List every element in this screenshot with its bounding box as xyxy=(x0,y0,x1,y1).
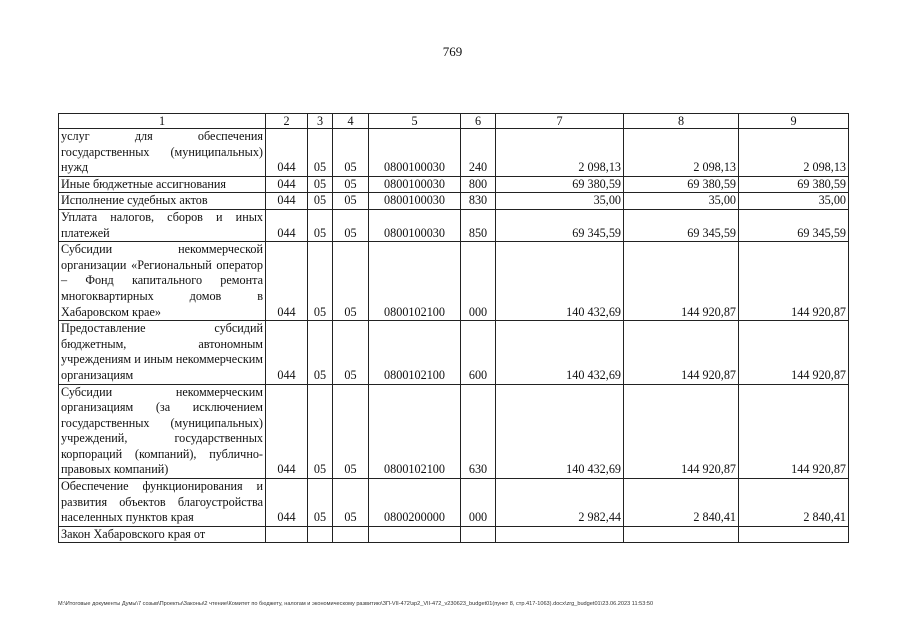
cell-section: 05 xyxy=(308,129,333,177)
cell-amount-9 xyxy=(739,526,849,543)
cell-amount-7: 2 982,44 xyxy=(496,479,624,527)
cell-amount-8: 2 098,13 xyxy=(624,129,739,177)
col-header-4: 4 xyxy=(333,114,369,129)
cell-amount-8: 69 345,59 xyxy=(624,209,739,241)
col-header-3: 3 xyxy=(308,114,333,129)
col-header-8: 8 xyxy=(624,114,739,129)
cell-subsection: 05 xyxy=(333,479,369,527)
cell-admin-code: 044 xyxy=(266,479,308,527)
cell-admin-code: 044 xyxy=(266,176,308,193)
cell-admin-code: 044 xyxy=(266,384,308,479)
row-name: Уплата налогов, сборов и иных платежей xyxy=(59,209,266,241)
table-row xyxy=(59,242,849,321)
cell-amount-9: 35,00 xyxy=(739,193,849,210)
cell-amount-9: 2 098,13 xyxy=(739,129,849,177)
cell-target-article: 0800200000 xyxy=(369,479,461,527)
cell-expense-type: 850 xyxy=(461,209,496,241)
cell-amount-9: 69 345,59 xyxy=(739,209,849,241)
cell-target-article: 0800100030 xyxy=(369,193,461,210)
cell-section: 05 xyxy=(308,479,333,527)
table-row xyxy=(59,384,849,479)
cell-target-article: 0800102100 xyxy=(369,321,461,384)
document-path-footer: M:\Итоговые документы Думы\7 созыв\Проекты\Законы\2 чтение\Комитет по бюджету, налогам и экономическому развитию\ЗП-VII-472\зр2_VII-472_v230623_budget01(пункт 8, стр.417-1063).docx\zrg_budget01\23.06.2023 11:53:50 xyxy=(58,601,654,607)
cell-target-article: 0800100030 xyxy=(369,209,461,241)
cell-expense-type xyxy=(461,526,496,543)
cell-section: 05 xyxy=(308,242,333,321)
cell-amount-8 xyxy=(624,526,739,543)
cell-subsection xyxy=(333,526,369,543)
col-header-1: 1 xyxy=(59,114,266,129)
row-name: Закон Хабаровского края от xyxy=(59,526,266,543)
cell-section: 05 xyxy=(308,209,333,241)
cell-expense-type: 000 xyxy=(461,242,496,321)
cell-section: 05 xyxy=(308,384,333,479)
page-number: 769 xyxy=(442,44,463,59)
cell-section: 05 xyxy=(308,193,333,210)
cell-amount-8: 35,00 xyxy=(624,193,739,210)
cell-amount-9: 2 840,41 xyxy=(739,479,849,527)
cell-amount-8: 69 380,59 xyxy=(624,176,739,193)
cell-amount-9: 69 380,59 xyxy=(739,176,849,193)
cell-section: 05 xyxy=(308,321,333,384)
table-row xyxy=(59,526,849,543)
table-row xyxy=(59,209,849,241)
cell-amount-8: 144 920,87 xyxy=(624,242,739,321)
cell-amount-7: 140 432,69 xyxy=(496,384,624,479)
cell-admin-code: 044 xyxy=(266,209,308,241)
cell-amount-8: 2 840,41 xyxy=(624,479,739,527)
table-row xyxy=(59,129,849,177)
cell-section: 05 xyxy=(308,176,333,193)
cell-amount-7: 2 098,13 xyxy=(496,129,624,177)
cell-expense-type: 240 xyxy=(461,129,496,177)
cell-subsection: 05 xyxy=(333,384,369,479)
cell-subsection: 05 xyxy=(333,242,369,321)
cell-target-article: 0800102100 xyxy=(369,384,461,479)
cell-admin-code: 044 xyxy=(266,321,308,384)
cell-target-article: 0800100030 xyxy=(369,176,461,193)
cell-subsection: 05 xyxy=(333,129,369,177)
row-name: услуг для обеспечения государственных (муниципальных) нужд xyxy=(59,129,266,177)
cell-subsection: 05 xyxy=(333,193,369,210)
col-header-2: 2 xyxy=(266,114,308,129)
cell-target-article: 0800100030 xyxy=(369,129,461,177)
cell-subsection: 05 xyxy=(333,209,369,241)
col-header-9: 9 xyxy=(739,114,849,129)
cell-amount-7 xyxy=(496,526,624,543)
cell-admin-code: 044 xyxy=(266,242,308,321)
row-name: Обеспечение функционирования и развития объектов благоустройства населенных пунктов края xyxy=(59,479,266,527)
table-row xyxy=(59,176,849,193)
row-name: Субсидии некоммерческим организациям (за исключением государственных (муниципальных) учреждений, государственных корпораций (компаний), публично-правовых компаний) xyxy=(59,384,266,479)
cell-amount-8: 144 920,87 xyxy=(624,384,739,479)
row-name: Иные бюджетные ассигнования xyxy=(59,176,266,193)
cell-admin-code: 044 xyxy=(266,129,308,177)
cell-expense-type: 800 xyxy=(461,176,496,193)
row-name: Предоставление субсидий бюджетным, автономным учреждениям и иным некоммерческим организациям xyxy=(59,321,266,384)
cell-amount-9: 144 920,87 xyxy=(739,384,849,479)
cell-expense-type: 630 xyxy=(461,384,496,479)
cell-subsection: 05 xyxy=(333,176,369,193)
cell-amount-7: 140 432,69 xyxy=(496,242,624,321)
cell-admin-code: 044 xyxy=(266,193,308,210)
header-row xyxy=(59,114,849,129)
cell-amount-9: 144 920,87 xyxy=(739,321,849,384)
cell-subsection: 05 xyxy=(333,321,369,384)
table-row xyxy=(59,479,849,527)
cell-amount-7: 69 345,59 xyxy=(496,209,624,241)
cell-expense-type: 830 xyxy=(461,193,496,210)
row-name: Субсидии некоммерческой организации «Региональный оператор – Фонд капитального ремонта многоквартирных домов в Хабаровском крае» xyxy=(59,242,266,321)
cell-amount-7: 69 380,59 xyxy=(496,176,624,193)
cell-section xyxy=(308,526,333,543)
cell-target-article: 0800102100 xyxy=(369,242,461,321)
table-row xyxy=(59,321,849,384)
cell-amount-7: 140 432,69 xyxy=(496,321,624,384)
budget-table xyxy=(58,113,849,543)
table-row xyxy=(59,193,849,210)
row-name: Исполнение судебных актов xyxy=(59,193,266,210)
cell-target-article xyxy=(369,526,461,543)
cell-expense-type: 000 xyxy=(461,479,496,527)
cell-amount-8: 144 920,87 xyxy=(624,321,739,384)
cell-amount-9: 144 920,87 xyxy=(739,242,849,321)
col-header-6: 6 xyxy=(461,114,496,129)
cell-admin-code xyxy=(266,526,308,543)
col-header-5: 5 xyxy=(369,114,461,129)
cell-amount-7: 35,00 xyxy=(496,193,624,210)
col-header-7: 7 xyxy=(496,114,624,129)
cell-expense-type: 600 xyxy=(461,321,496,384)
